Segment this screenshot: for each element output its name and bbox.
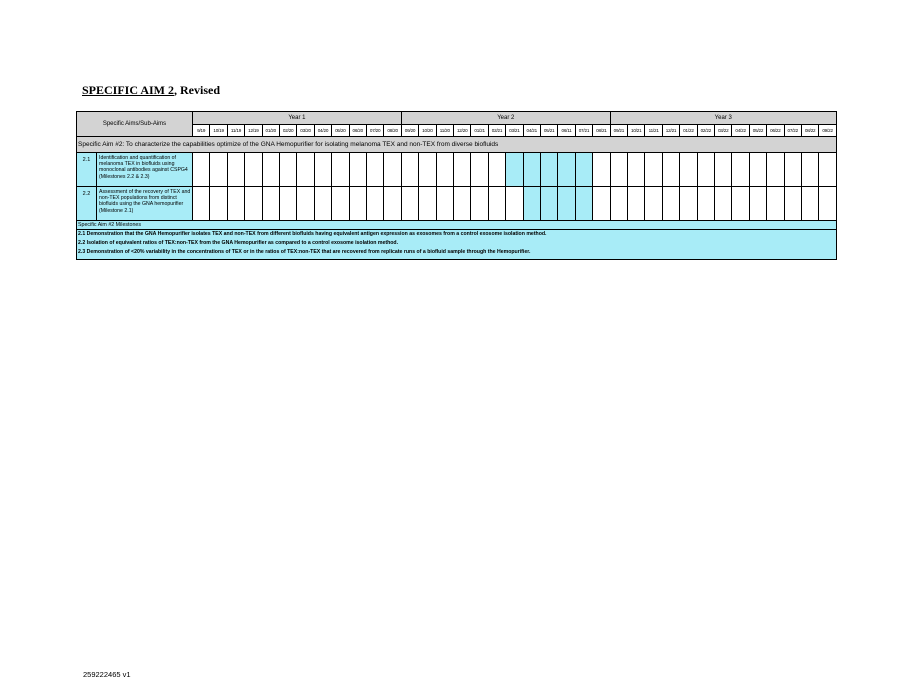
timeline-cell	[575, 153, 592, 187]
month-header-cell: 01/21	[471, 125, 488, 137]
month-header-cell: 08/21	[593, 125, 611, 137]
subaim-number: 2.1	[77, 153, 97, 187]
timeline-cell	[680, 187, 697, 221]
timeline-cell	[332, 153, 349, 187]
month-header-cell: 07/20	[366, 125, 383, 137]
timeline-cell	[314, 153, 331, 187]
month-header-cell: 11/19	[227, 125, 244, 137]
document-id-footer: 259222465 v1	[83, 670, 131, 679]
milestones-title: Specific Aim #2 Milestones	[77, 221, 837, 230]
timeline-cell	[488, 187, 505, 221]
document-title	[82, 83, 220, 98]
timeline-cell	[645, 187, 662, 221]
month-header-cell: 12/20	[454, 125, 471, 137]
timeline-cell	[384, 187, 402, 221]
milestone-item: 2.1 Demonstration that the GNA Hemopurifier isolates TEX and non-TEX from different biofluids having equivalent antigen expression as exosomes from a control exosome isolation method.	[78, 231, 547, 237]
timeline-cell	[506, 187, 523, 221]
timeline-cell	[401, 187, 418, 221]
timeline-cell	[314, 187, 331, 221]
timeline-cell	[349, 153, 366, 187]
timeline-cell	[645, 153, 662, 187]
timeline-cell	[610, 187, 627, 221]
timeline-cell	[193, 187, 210, 221]
timeline-cell	[523, 187, 540, 221]
title-suffix: , Revised	[174, 83, 221, 97]
timeline-cell	[366, 153, 383, 187]
month-header-cell: 06/22	[767, 125, 784, 137]
subaim-description: Identification and quantification of melanoma TEX in biofluids using monoclonal antibodies against CSPG4 (Milestones 2.2 & 2.3)	[97, 153, 193, 187]
timeline-cell	[610, 153, 627, 187]
month-header-cell: 04/22	[732, 125, 749, 137]
timeline-cell	[227, 187, 244, 221]
year-1-header: Year 1	[193, 112, 402, 125]
month-header-cell: 04/21	[523, 125, 540, 137]
timeline-cell	[732, 153, 749, 187]
month-header-cell: 03/20	[297, 125, 314, 137]
timeline-cell	[454, 153, 471, 187]
timeline-cell	[332, 187, 349, 221]
timeline-cell	[767, 153, 784, 187]
timeline-cell	[210, 187, 227, 221]
header-specific-aims: Specific Aims/Sub-Aims	[77, 112, 193, 137]
month-header-cell: 01/22	[680, 125, 697, 137]
timeline-cell	[245, 187, 262, 221]
subaim-description: Assessment of the recovery of TEX and non-TEX populations from distinct biofluids using the GNA hemopurifier (Milestone 2.1)	[97, 187, 193, 221]
timeline-cell	[454, 187, 471, 221]
milestone-item: 2.2 Isolation of equivalent ratios of TEX:non-TEX from the GNA Hemopurifier as compared to a control exosome isolation method.	[78, 240, 399, 246]
timeline-cell	[262, 153, 279, 187]
timeline-cell	[680, 153, 697, 187]
timeline-cell	[558, 187, 575, 221]
timeline-cell	[593, 187, 611, 221]
milestone-item: 2.3 Demonstration of <20% variability in the concentrations of TEX or in the ratios of TEX:non-TEX that are recovered from replicate runs of a biofluid sample through the Hemopurifier.	[78, 249, 531, 255]
month-header-cell: 09/21	[610, 125, 627, 137]
month-header-cell: 9/19	[193, 125, 210, 137]
timeline-cell	[749, 153, 766, 187]
year-3-header: Year 3	[610, 112, 836, 125]
timeline-cell	[558, 153, 575, 187]
timeline-cell	[801, 153, 818, 187]
timeline-cell	[593, 153, 611, 187]
timeline-cell	[436, 153, 453, 187]
month-header-cell: 02/21	[488, 125, 505, 137]
timeline-cell	[819, 187, 836, 221]
timeline-cell	[540, 153, 557, 187]
month-header-cell: 09/22	[819, 125, 836, 137]
month-header-cell: 02/22	[697, 125, 714, 137]
timeline-cell	[227, 153, 244, 187]
aim-2-title: Specific Aim #2: To characterize the capabilities optimize of the GNA Hemopurifier for isolating melanoma TEX and non-TEX from diverse biofluids	[77, 137, 837, 153]
month-header-cell: 05/20	[332, 125, 349, 137]
month-header-cell: 10/21	[628, 125, 645, 137]
year-2-header: Year 2	[401, 112, 610, 125]
month-header-cell: 08/22	[801, 125, 818, 137]
timeline-cell	[662, 187, 679, 221]
month-header-cell: 11/20	[436, 125, 453, 137]
timeline-cell	[715, 153, 732, 187]
timeline-cell	[471, 153, 488, 187]
timeline-cell	[523, 153, 540, 187]
timeline-cell	[801, 187, 818, 221]
timeline-cell	[349, 187, 366, 221]
timeline-cell	[488, 153, 505, 187]
month-header-cell: 01/20	[262, 125, 279, 137]
timeline-cell	[697, 153, 714, 187]
subaim-number: 2.2	[77, 187, 97, 221]
timeline-cell	[262, 187, 279, 221]
timeline-cell	[784, 187, 801, 221]
timeline-cell	[279, 153, 296, 187]
timeline-cell	[749, 187, 766, 221]
timeline-cell	[628, 153, 645, 187]
timeline-cell	[384, 153, 402, 187]
month-header-cell: 06/11	[558, 125, 575, 137]
month-header-cell: 08/20	[384, 125, 402, 137]
month-header-cell: 09/20	[401, 125, 418, 137]
timeline-cell	[819, 153, 836, 187]
timeline-cell	[628, 187, 645, 221]
month-header-cell: 06/20	[349, 125, 366, 137]
timeline-cell	[506, 153, 523, 187]
month-header-cell: 07/22	[784, 125, 801, 137]
month-header-cell: 07/21	[575, 125, 592, 137]
month-header-cell: 03/22	[715, 125, 732, 137]
month-header-cell: 03/21	[506, 125, 523, 137]
timeline-cell	[436, 187, 453, 221]
timeline-cell	[210, 153, 227, 187]
timeline-cell	[732, 187, 749, 221]
month-header-cell: 05/22	[749, 125, 766, 137]
timeline-cell	[193, 153, 210, 187]
gantt-table	[76, 111, 837, 260]
timeline-cell	[245, 153, 262, 187]
month-header-cell: 04/20	[314, 125, 331, 137]
timeline-cell	[784, 153, 801, 187]
timeline-cell	[401, 153, 418, 187]
timeline-cell	[279, 187, 296, 221]
timeline-cell	[471, 187, 488, 221]
month-header-cell: 05/21	[540, 125, 557, 137]
timeline-cell	[297, 187, 314, 221]
timeline-cell	[540, 187, 557, 221]
month-header-cell: 10/20	[419, 125, 436, 137]
milestones-list	[77, 230, 837, 260]
timeline-cell	[419, 153, 436, 187]
month-header-cell: 11/21	[645, 125, 662, 137]
title-underlined: SPECIFIC AIM 2	[82, 83, 175, 97]
timeline-cell	[715, 187, 732, 221]
month-header-cell: 12/21	[662, 125, 679, 137]
timeline-cell	[297, 153, 314, 187]
timeline-cell	[662, 153, 679, 187]
timeline-cell	[697, 187, 714, 221]
timeline-cell	[575, 187, 592, 221]
timeline-cell	[419, 187, 436, 221]
timeline-cell	[767, 187, 784, 221]
month-header-cell: 02/20	[279, 125, 296, 137]
month-header-cell: 10/19	[210, 125, 227, 137]
timeline-cell	[366, 187, 383, 221]
month-header-cell: 12/19	[245, 125, 262, 137]
